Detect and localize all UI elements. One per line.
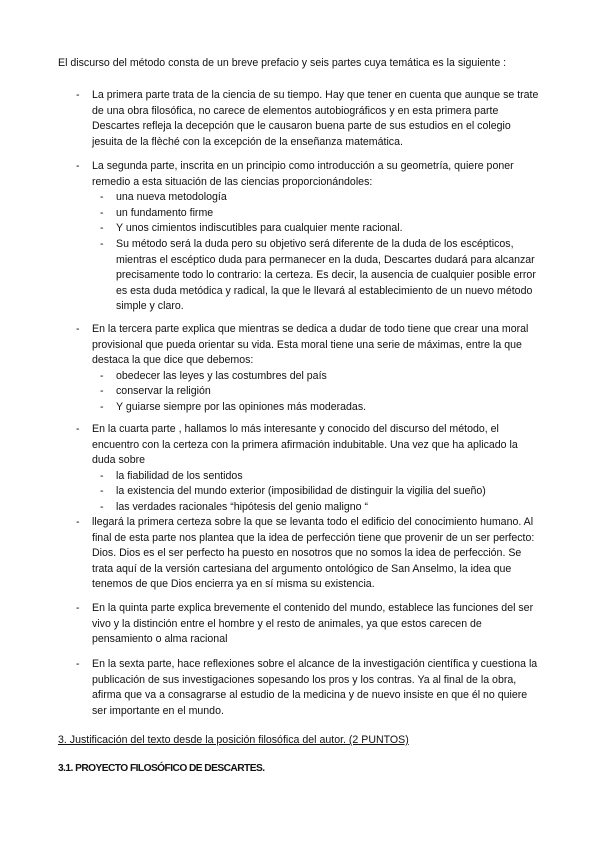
part-2-subitem-3	[76, 221, 542, 237]
dash-bullet: -	[100, 469, 104, 482]
subitem-text: un fundamento firme	[116, 206, 214, 219]
part-2-subitem-2	[76, 206, 542, 222]
dash-bullet: -	[100, 222, 104, 235]
part-5	[76, 601, 542, 648]
part-2-text: La segunda parte, inscrita en un principio como introducción a su geometría, quiere poner remedio a esta situación de las ciencias proporcionándoles:	[92, 160, 514, 188]
part-4-text: En la cuarta parte , hallamos lo más interesante y conocido del discurso del método, el encuentro con la certeza con la primera afirmación indubitable. Una vez que ha aplicado la duda sobre	[92, 423, 518, 467]
subitem-text: conservar la religión	[116, 385, 211, 398]
subitem-text: Y unos cimientos indiscutibles para cualquier mente racional.	[116, 222, 403, 235]
dash-bullet: -	[76, 323, 80, 335]
dash-bullet: -	[76, 658, 80, 670]
section-3-title: 3. Justificación del texto desde la posición filosófica del autor. (2 PUNTOS)	[58, 734, 409, 746]
part-3-subitem-2	[76, 384, 542, 400]
intro-paragraph: El discurso del método consta de un breve prefacio y seis partes cuya temática es la siguiente :	[58, 57, 507, 69]
part-1	[76, 88, 542, 150]
subitem-text: una nueva metodología	[116, 191, 227, 204]
part-2-subitem-1	[76, 190, 542, 206]
dash-bullet: -	[76, 423, 80, 435]
section-3-1-heading: 3.1. PROYECTO FILOSÓFICO DE DESCARTES.	[58, 763, 265, 774]
part-3-text: En la tercera parte explica que mientras se dedica a dudar de todo tiene que crear una moral provisional que pueda orientar su vida. Esta moral tiene una serie de máximas, entre la que destaca la que dice que debemos:	[92, 323, 529, 367]
part-3	[76, 322, 542, 416]
dash-bullet: -	[100, 500, 104, 513]
part-2	[76, 159, 542, 315]
part-5-text: En la quinta parte explica brevemente el contenido del mundo, establece las funciones del ser vivo y la distinción entre el hombre y el resto de animales, ya que estos carecen de pensamiento o alma racional	[92, 602, 534, 646]
dash-bullet: -	[100, 369, 104, 382]
dash-bullet: -	[100, 191, 104, 204]
dash-bullet: -	[76, 602, 80, 614]
subitem-text: Su método será la duda pero su objetivo será diferente de la duda de los escépticos, mientras el escéptico duda para permanecer en la duda, Descartes dudará para alcanzar precisamente todo lo contrario: la certeza. Es decir, la ausencia de cualquier posible error es esta duda metódica y radical, la que le llevará al establecimiento de un nuevo método simple y claro.	[116, 237, 536, 313]
subitem-text: la fiabilidad de los sentidos	[116, 469, 243, 482]
subitem-text: las verdades racionales “hipótesis del genio maligno “	[116, 500, 369, 513]
dash-bullet: -	[100, 485, 104, 498]
dash-bullet: -	[76, 160, 80, 172]
dash-bullet: -	[100, 385, 104, 398]
dash-bullet: -	[100, 206, 104, 219]
part-6	[76, 657, 542, 719]
part-3-subitem-3	[76, 400, 542, 416]
part-4-subitem-3	[76, 500, 542, 516]
part-4-subitem-1	[76, 469, 542, 485]
part-4-subitem-2	[76, 484, 542, 500]
part-4-continuation	[76, 515, 542, 593]
part-4-continuation-text: llegará la primera certeza sobre la que se levanta todo el edificio del conocimiento humano. Al final de esta parte nos plantea que la idea de perfección tiene que provenir de un ser perfecto: Dios. Dios es el ser perfecto ha puesto en nosotros que no somos la idea de perfección. Se trata aquí de la versión cartesiana del argumento ontológico de San Anselmo, la idea que tenemos de que Dios encierra ya en sí misma su existencia.	[92, 516, 535, 591]
part-3-subitem-1	[76, 369, 542, 385]
subitem-text: la existencia del mundo exterior (imposibilidad de distinguir la vigilia del sueño)	[116, 485, 486, 498]
part-1-text: La primera parte trata de la ciencia de su tiempo. Hay que tener en cuenta que aunque se trate de una obra filosófica, no carece de elementos autobiográficos y en esta primera parte Descartes refleja la decepción que le causaron buena parte de sus estudios en el colegio jesuita de la flèché con la excepción de la enseñanza matemática.	[92, 89, 539, 148]
part-2-subitem-4	[76, 237, 542, 315]
dash-bullet: -	[100, 400, 104, 413]
dash-bullet: -	[76, 89, 80, 101]
dash-bullet: -	[76, 516, 80, 528]
subitem-text: obedecer las leyes y las costumbres del país	[116, 369, 327, 382]
part-6-text: En la sexta parte, hace reflexiones sobre el alcance de la investigación científica y cuestiona la publicación de sus investigaciones sopesando los pros y los contras. Ya al final de la obra, afirma que va a consagrarse al estudio de la medicina y de nuevo insiste en que él no quiere ser importante en el mundo.	[92, 658, 538, 717]
part-4	[76, 422, 542, 516]
dash-bullet: -	[100, 237, 104, 250]
subitem-text: Y guiarse siempre por las opiniones más moderadas.	[116, 400, 367, 413]
